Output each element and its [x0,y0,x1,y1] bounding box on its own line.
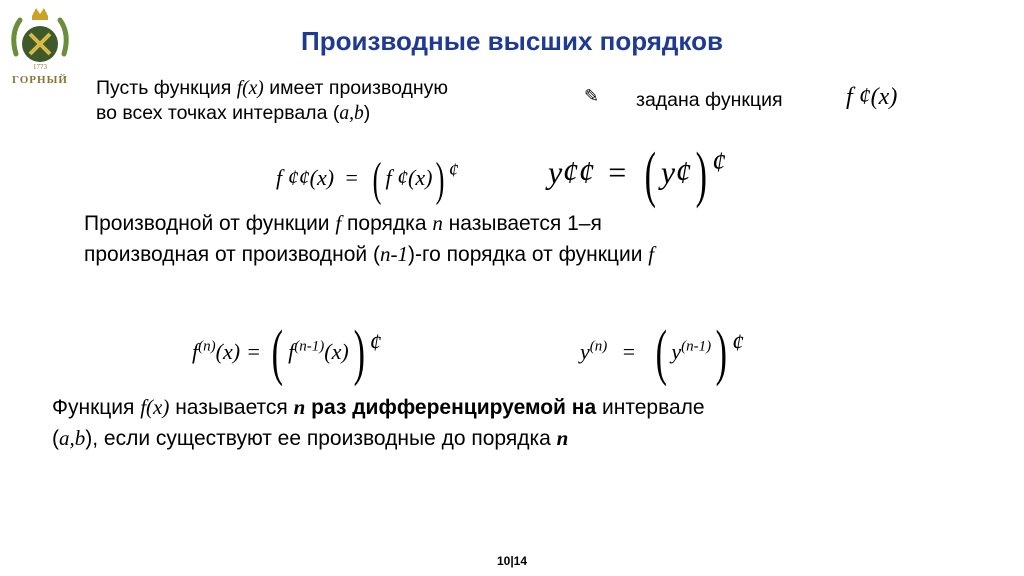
page-title: Производные высших порядков [301,26,723,56]
nth-derivative-formula-y: $y^{(n)}$ = ( $y^{(n-1)}$) ¢ [580,319,744,387]
differentiability-text: Функция f(x) называется n раз дифференцируемой на интервале (a,b), если существуют ее производные до порядка n [52,395,705,450]
given-function-formula: f ¢(x) [846,84,898,110]
definition-text: Производной от функции f порядка n называется 1–я производная от производной (n-1)-го порядка от функции f [84,211,655,266]
svg-text:1773: 1773 [33,63,47,71]
nth-derivative-formula-f: $f^{(n)}(x)$ = ( $f^{(n-1)}(x)$) ¢ [192,319,382,387]
intro-text: Пусть функция f(x) имеет производную во всех точках интервала (a,b) [96,77,449,124]
page-number: 10|14 [496,554,528,568]
second-derivative-formula-f: f ¢¢(x) = ( f ¢(x)) ¢ [276,153,459,206]
second-derivative-formula-y: y¢¢ = ( y¢) ¢ [548,141,726,209]
logo-caption: ГОРНЫЙ [12,74,68,86]
pencil-icon: ✎ [584,86,600,107]
given-function-label: задана функция [636,89,783,111]
